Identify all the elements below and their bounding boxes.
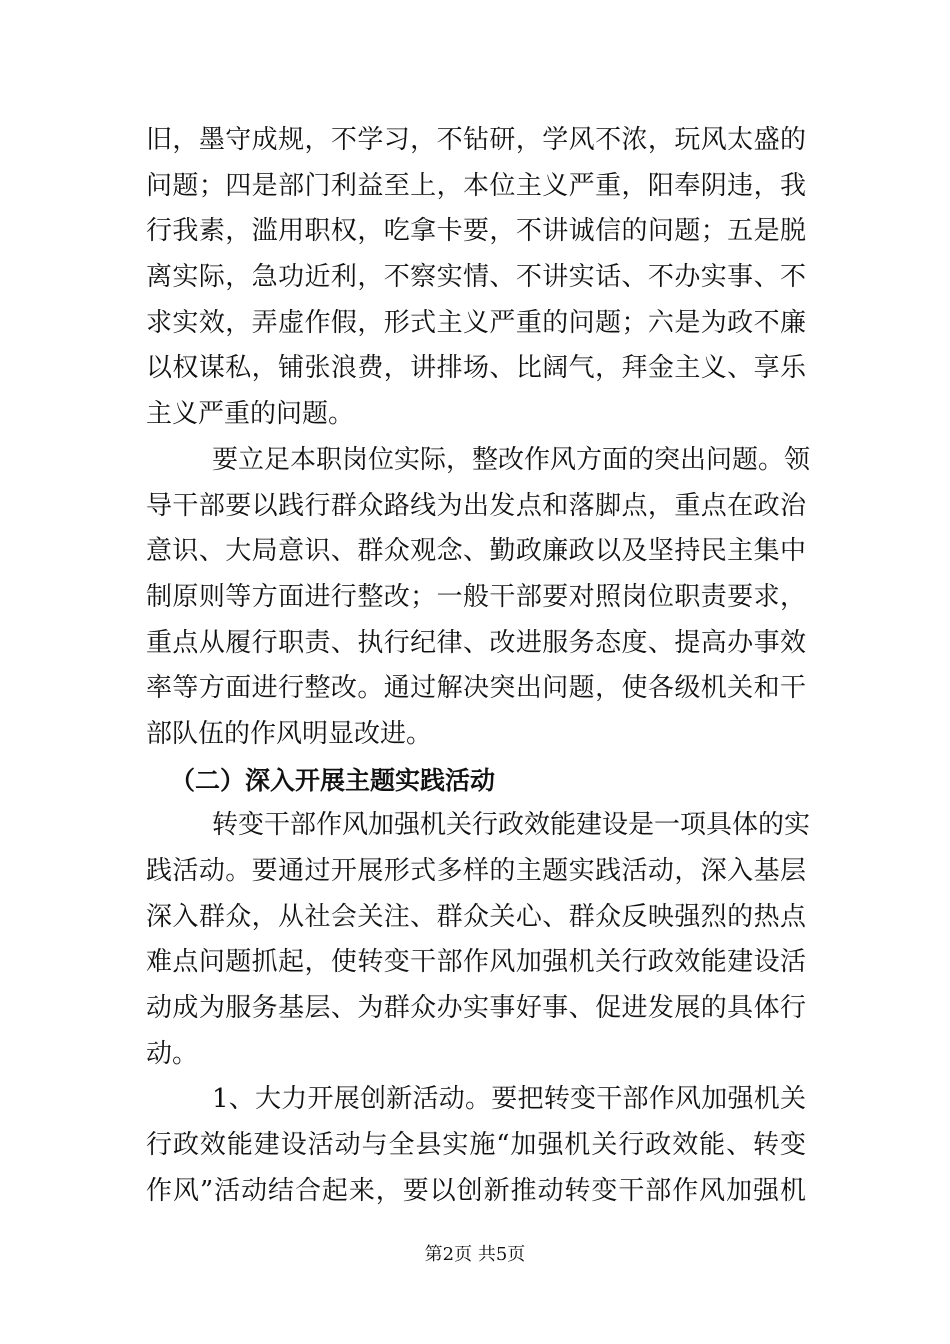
text-line: 导干部要以践行群众路线为出发点和落脚点，重点在政治 [146,490,806,521]
page-number-footer: 第2页 共5页 [424,1244,526,1265]
paragraph-start-line: 要立足本职岗位实际，整改作风方面的突出问题。领 [212,444,811,475]
text-line: 主义严重的问题。 [146,399,355,430]
paragraph-start-line: 1、大力开展创新活动。要把转变干部作风加强机关 [212,1084,806,1115]
text-line: 制原则等方面进行整改；一般干部要对照岗位职责要求， [146,581,806,612]
text-line: 问题；四是部门利益至上，本位主义严重，阳奉阴违，我 [146,170,806,201]
text-line: 动成为服务基层、为群众办实事好事、促进发展的具体行 [146,993,806,1024]
text-line: 作风”活动结合起来，要以创新推动转变干部作风加强机 [146,1175,806,1206]
text-line: 深入群众，从社会关注、群众关心、群众反映强烈的热点 [146,901,806,932]
text-line: 重点从履行职责、执行纪律、改进服务态度、提高办事效 [146,627,806,658]
text-line: 求实效，弄虚作假，形式主义严重的问题；六是为政不廉 [146,307,806,338]
text-line: 以权谋私，铺张浪费，讲排场、比阔气，拜金主义、享乐 [146,353,806,384]
text-line: 旧，墨守成规，不学习，不钻研，学风不浓，玩风太盛的 [146,125,806,155]
section-heading: （二）深入开展主题实践活动 [170,765,496,795]
text-line: 部队伍的作风明显改进。 [146,718,433,749]
paragraph-start-line: 转变干部作风加强机关行政效能建设是一项具体的实 [212,810,811,841]
text-line: 动。 [146,1038,199,1069]
text-line: 行政效能建设活动与全县实施“加强机关行政效能、转变 [146,1130,806,1161]
document-body [146,118,811,1215]
text-line: 践活动。要通过开展形式多样的主题实践活动，深入基层 [146,856,806,886]
text-line: 率等方面进行整改。通过解决突出问题，使各级机关和干 [146,673,806,704]
text-line: 意识、大局意识、群众观念、勤政廉政以及坚持民主集中 [146,536,806,567]
text-line: 行我素，滥用职权，吃拿卡要，不讲诚信的问题；五是脱 [146,216,806,247]
text-line: 离实际，急功近利，不察实情、不讲实话、不办实事、不 [146,262,806,293]
text-line: 难点问题抓起，使转变干部作风加强机关行政效能建设活 [146,947,806,978]
